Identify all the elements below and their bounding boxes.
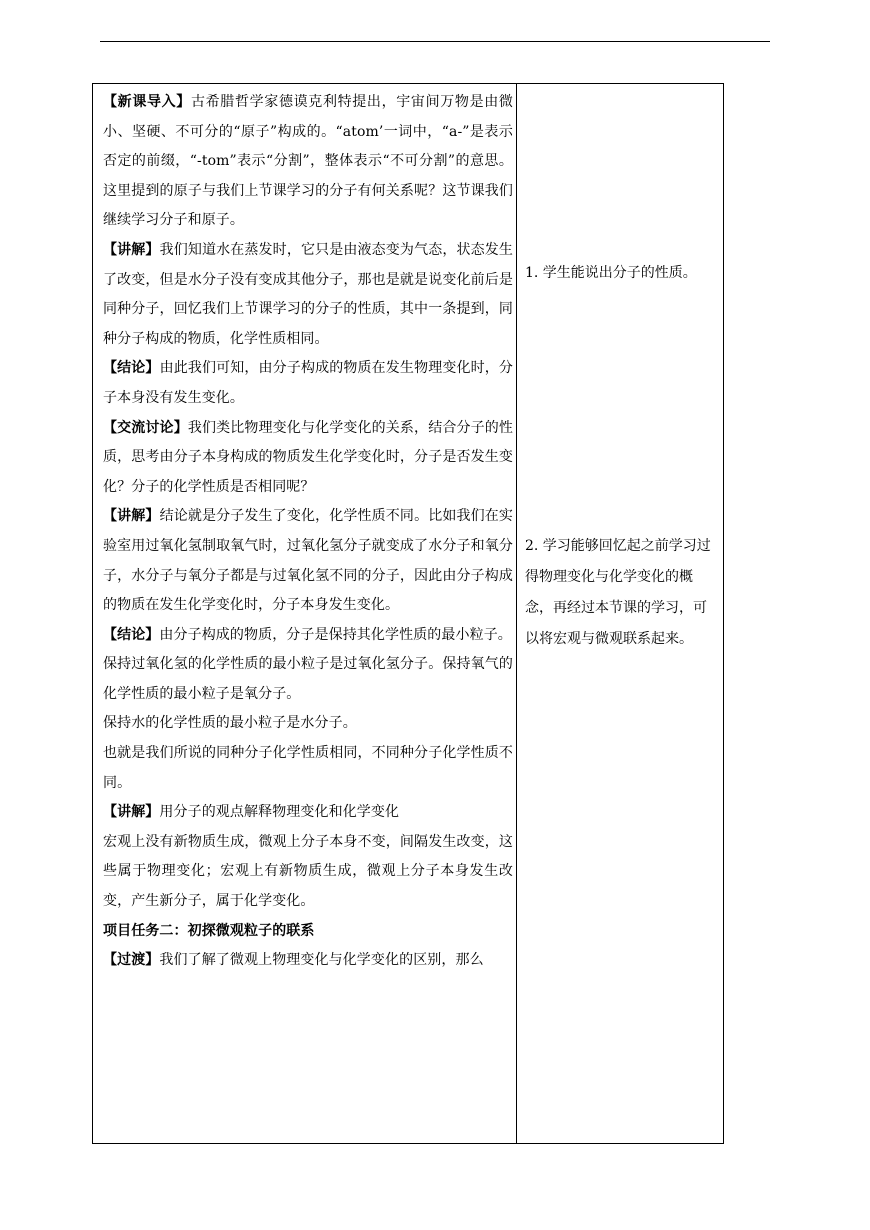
paragraph-conclusion-2: 【结论】由分子构成的物质，分子是保持其化学性质的最小粒子。 — [103, 626, 512, 643]
paragraph-water: 保持水的化学性质的最小粒子是水分子。 — [103, 715, 357, 732]
paragraph-explain-1: 【讲解】我们知道水在蒸发时，它只是由液态变为气态，状态发生了改变，但是水分子没有变成其他分子，那也是就是说变化前后是同种分子，回忆我们上节课学习的分子的性质，其中一条提到，同种分子构成的物质，化学性质相同。 — [103, 241, 513, 347]
teaching-process-cell — [103, 88, 513, 976]
paragraph-intro: 【新课导入】古希腊哲学家德谟克利特提出，宇宙间万物是由微小、坚硬、不可分的“原子”构成的。“atom’一词中，“a-”是表示否定的前缀，“-tom”表示“分割”，整体表示“不可分割”的意思。这里提到的原子与我们上节课学习的分子有何关系呢？这节课我们继续学习分子和原子。 — [103, 94, 513, 229]
header-rule — [100, 41, 770, 42]
paragraph-macro-micro: 宏观上没有新物质生成，微观上分子本身不变，间隔发生改变，这些属于物理变化；宏观上有新物质生成，微观上分子本身发生改变，产生新分子，属于化学变化。 — [103, 833, 513, 910]
paragraph-h2o2-oxygen: 保持过氧化氢的化学性质的最小粒子是过氧化氢分子。保持氧气的化学性质的最小粒子是氧分子。 — [103, 656, 513, 702]
design-intent-note-2: 2. 学习能够回忆起之前学习过得物理变化与化学变化的概念，再经过本节课的学习，可以将宏观与微观联系起来。 — [525, 538, 711, 647]
paragraph-same-molecule: 也就是我们所说的同种分子化学性质相同，不同种分子化学性质不同。 — [103, 745, 513, 791]
paragraph-explain-2: 【讲解】结论就是分子发生了变化，化学性质不同。比如我们在实验室用过氧化氢制取氧气时，过氧化氢分子就变成了水分子和氧分子，水分子与氧分子都是与过氧化氢不同的分子，因此由分子构成的物质在发生化学变化时，分子本身发生变化。 — [103, 508, 513, 614]
paragraph-explain-3: 【讲解】用分子的观点解释物理变化和化学变化 — [103, 804, 400, 821]
column-divider — [516, 84, 517, 1143]
project-task-heading: 项目任务二：初探微观粒子的联系 — [103, 922, 315, 939]
paragraph-conclusion-1: 【结论】由此我们可知，由分子构成的物质在发生物理变化时，分子本身没有发生变化。 — [103, 360, 513, 406]
design-intent-note-1: 1. 学生能说出分子的性质。 — [525, 265, 697, 281]
lesson-table — [92, 83, 724, 1144]
paragraph-transition: 【过渡】我们了解了微观上物理变化与化学变化的区别，那么 — [103, 952, 484, 969]
paragraph-discussion: 【交流讨论】我们类比物理变化与化学变化的关系，结合分子的性质，思考由分子本身构成的物质发生化学变化时，分子是否发生变化？分子的化学性质是否相同呢？ — [103, 419, 513, 495]
